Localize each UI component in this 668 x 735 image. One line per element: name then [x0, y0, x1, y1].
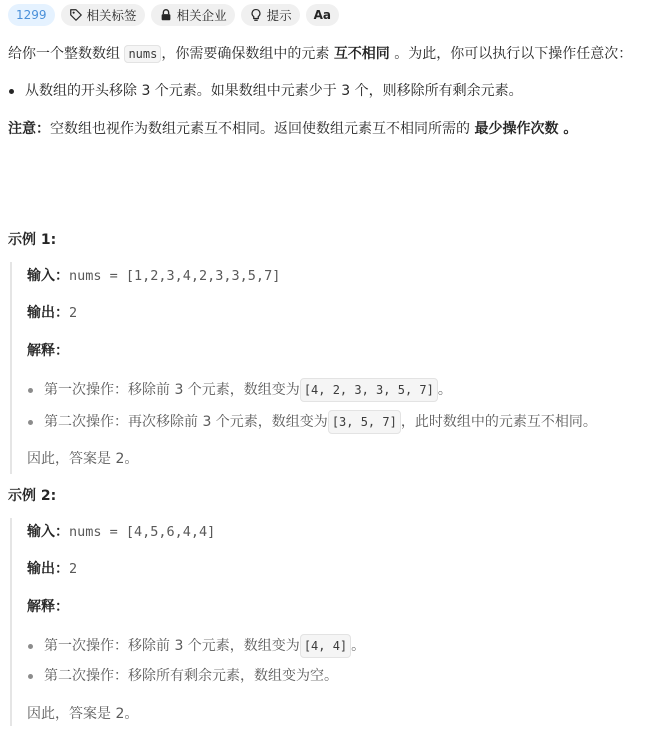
example-step: 第二次操作：再次移除前 3 个元素，数组变为 [3, 5, 7] ，此时数组中的元素互不相同。	[28, 410, 597, 434]
tag-bar	[8, 4, 339, 26]
translate-button[interactable]	[306, 4, 339, 26]
problem-number-tag[interactable]	[8, 4, 55, 26]
example-1-title: 示例 1:	[8, 232, 57, 248]
example-step: 第一次操作：移除前 3 个元素，数组变为 [4, 2, 3, 3, 5, 7] 。	[28, 378, 452, 402]
example-explanation-label: 解释：	[27, 599, 69, 615]
lock-icon	[159, 8, 173, 22]
example-output: 输出：2	[27, 305, 78, 321]
example-1-block	[10, 262, 652, 474]
hint-label: 提示	[266, 8, 292, 23]
example-input: 输入：nums = [4,5,6,4,4]	[27, 524, 216, 540]
example-step: 第二次操作：移除所有剩余元素，数组变为空。	[28, 666, 338, 686]
related-topics-label: 相关标签	[86, 8, 137, 23]
operation-bullet: 从数组的开头移除 3 个元素。如果数组中元素少于 3 个，则移除所有剩余元素。	[8, 81, 523, 101]
example-explanation-label: 解释：	[27, 343, 69, 359]
example-input: 输入：nums = [1,2,3,4,2,3,3,5,7]	[27, 268, 281, 284]
bullet-dot	[28, 420, 33, 425]
lightbulb-icon	[249, 8, 263, 22]
bullet-dot	[28, 388, 33, 393]
related-companies-label: 相关企业	[176, 8, 227, 23]
example-step: 第一次操作：移除前 3 个元素，数组变为 [4, 4] 。	[28, 634, 365, 658]
tag-icon	[69, 8, 83, 22]
description-line: 给你一个整数数组 nums ，你需要确保数组中的元素 互不相同 。为此，你可以执行以下操作任意次：	[8, 46, 633, 62]
example-2-block	[10, 518, 652, 726]
example-2-title: 示例 2:	[8, 488, 57, 504]
problem-number: 1299	[16, 8, 47, 22]
example-conclusion: 因此，答案是 2。	[27, 706, 139, 722]
bullet-dot	[9, 89, 14, 94]
related-companies-button[interactable]	[151, 4, 235, 26]
bullet-dot	[28, 674, 33, 679]
related-topics-button[interactable]	[61, 4, 145, 26]
hint-button[interactable]	[241, 4, 300, 26]
inline-code: nums	[124, 45, 161, 63]
note-line: 注意：空数组也视作为数组元素互不相同。返回使数组元素互不相同所需的 最少操作次数 。	[8, 121, 578, 137]
example-output: 输出：2	[27, 561, 78, 577]
bullet-dot	[28, 644, 33, 649]
translate-icon: Aa	[313, 8, 331, 22]
example-conclusion: 因此，答案是 2。	[27, 451, 139, 467]
